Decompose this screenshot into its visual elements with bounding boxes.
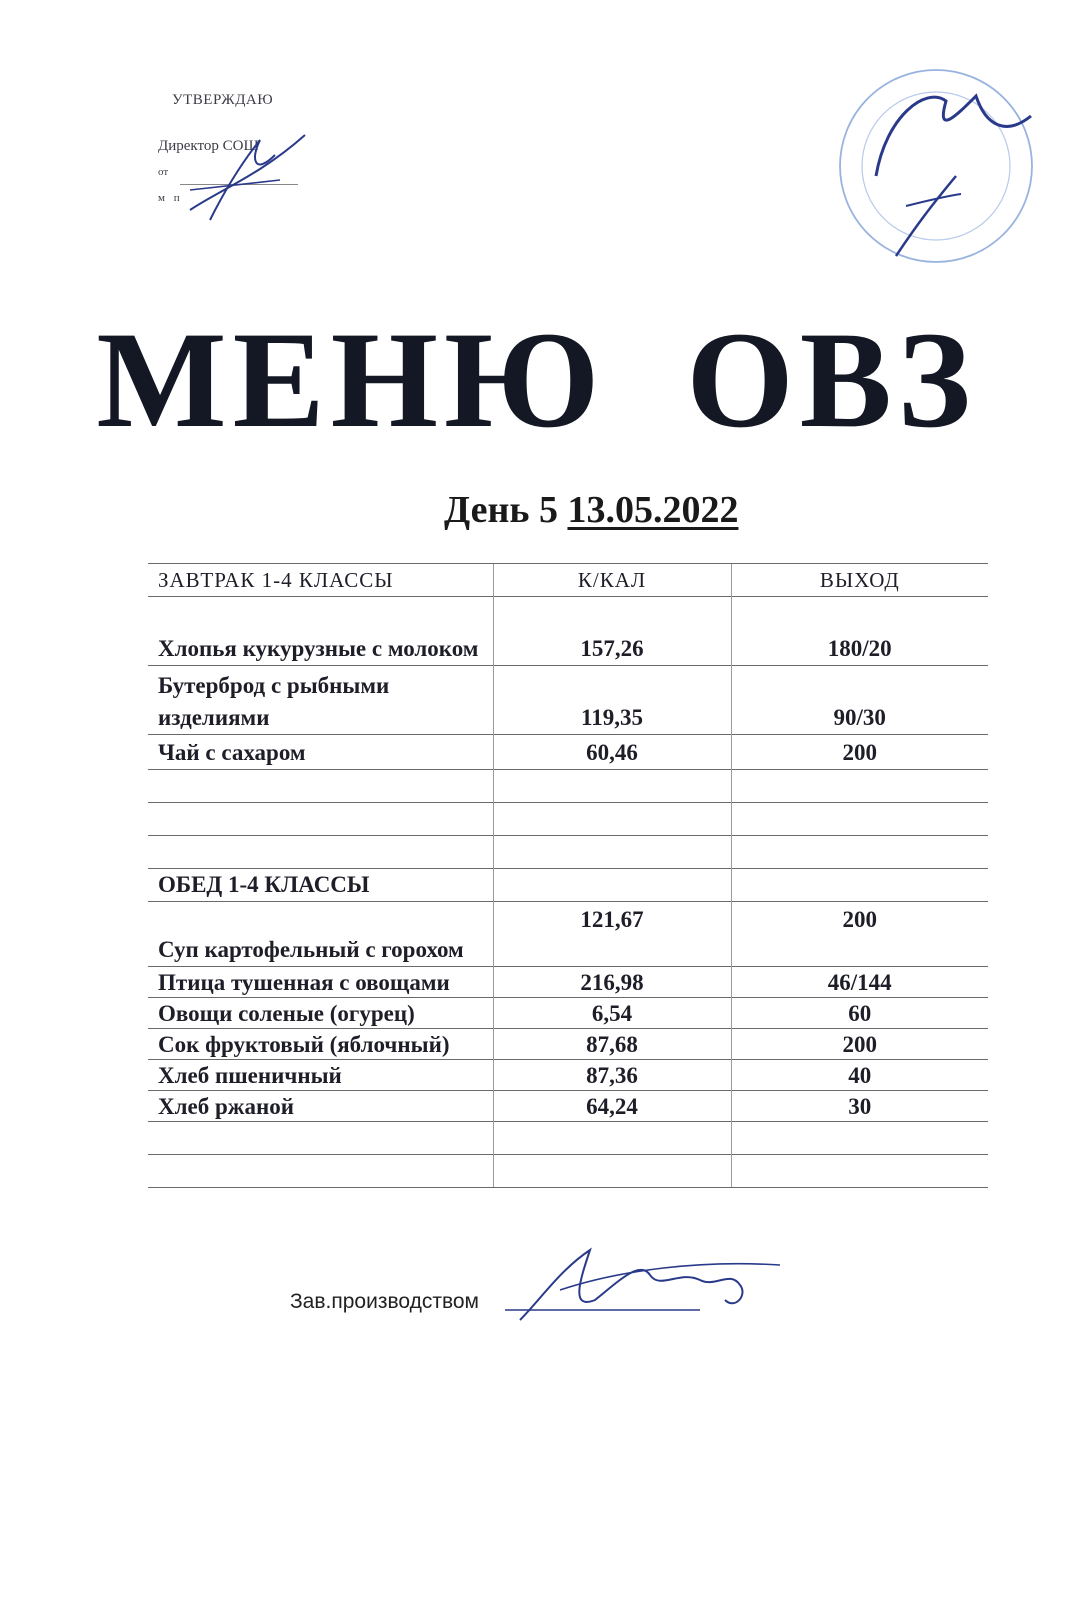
dish-name: Суп картофельный с горохом [148, 902, 493, 967]
column-header-meal: ЗАВТРАК 1-4 КЛАССЫ [148, 564, 493, 597]
dish-kcal: 216,98 [493, 967, 731, 998]
table-row [148, 998, 988, 1029]
dish-kcal: 64,24 [493, 1091, 731, 1122]
page-title: МЕНЮ ОВЗ [96, 303, 977, 456]
dish-name: Бутерброд с рыбными изделиями [148, 666, 493, 735]
dish-kcal: 121,67 [493, 902, 731, 967]
dish-name: Овощи соленые (огурец) [148, 998, 493, 1029]
dish-kcal: 157,26 [493, 597, 731, 666]
table-row [148, 1029, 988, 1060]
table-row [148, 597, 988, 666]
dish-name: Чай с сахаром [148, 735, 493, 770]
section-title-lunch: ОБЕД 1-4 КЛАССЫ [148, 869, 493, 902]
dish-name: Хлеб пшеничный [148, 1060, 493, 1091]
empty-row [148, 1122, 988, 1155]
stamp-seal-icon [836, 56, 1036, 276]
day-date-line [444, 488, 738, 532]
approval-title: УТВЕРЖДАЮ [172, 92, 274, 108]
column-header-kcal: К/КАЛ [493, 564, 731, 597]
empty-row [148, 770, 988, 803]
approval-mp: м п [158, 192, 183, 204]
empty-row [148, 1155, 988, 1188]
dish-yield: 30 [731, 1091, 988, 1122]
dish-yield: 200 [731, 735, 988, 770]
day-label: День 5 [444, 489, 558, 531]
table-row [148, 1091, 988, 1122]
dish-yield: 200 [731, 1029, 988, 1060]
empty-row [148, 803, 988, 836]
table-row [148, 735, 988, 770]
dish-name: Хлеб ржаной [148, 1091, 493, 1122]
dish-kcal: 119,35 [493, 666, 731, 735]
approval-director: Директор СОШ [158, 138, 259, 154]
production-manager-label: Зав.производством [290, 1290, 479, 1313]
dish-kcal: 87,68 [493, 1029, 731, 1060]
dish-kcal: 60,46 [493, 735, 731, 770]
table-row [148, 902, 988, 967]
dish-yield: 180/20 [731, 597, 988, 666]
dish-yield: 46/144 [731, 967, 988, 998]
table-row [148, 666, 988, 735]
dish-yield: 200 [731, 902, 988, 967]
dish-yield: 60 [731, 998, 988, 1029]
dish-name: Сок фруктовый (яблочный) [148, 1029, 493, 1060]
section-row-lunch [148, 869, 988, 902]
menu-table [148, 563, 988, 1188]
dish-kcal: 87,36 [493, 1060, 731, 1091]
director-signature-icon [180, 120, 320, 230]
table-row [148, 967, 988, 998]
dish-yield: 40 [731, 1060, 988, 1091]
column-header-yield: ВЫХОД [731, 564, 988, 597]
menu-date: 13.05.2022 [567, 489, 739, 531]
dish-yield: 90/30 [731, 666, 988, 735]
dish-name: Хлопья кукурузные с молоком [148, 597, 493, 666]
empty-row [148, 836, 988, 869]
approval-from: от [158, 166, 169, 178]
table-row [148, 1060, 988, 1091]
dish-name: Птица тушенная с овощами [148, 967, 493, 998]
dish-kcal: 6,54 [493, 998, 731, 1029]
table-header-row [148, 564, 988, 597]
production-manager-signature-icon [500, 1240, 790, 1330]
